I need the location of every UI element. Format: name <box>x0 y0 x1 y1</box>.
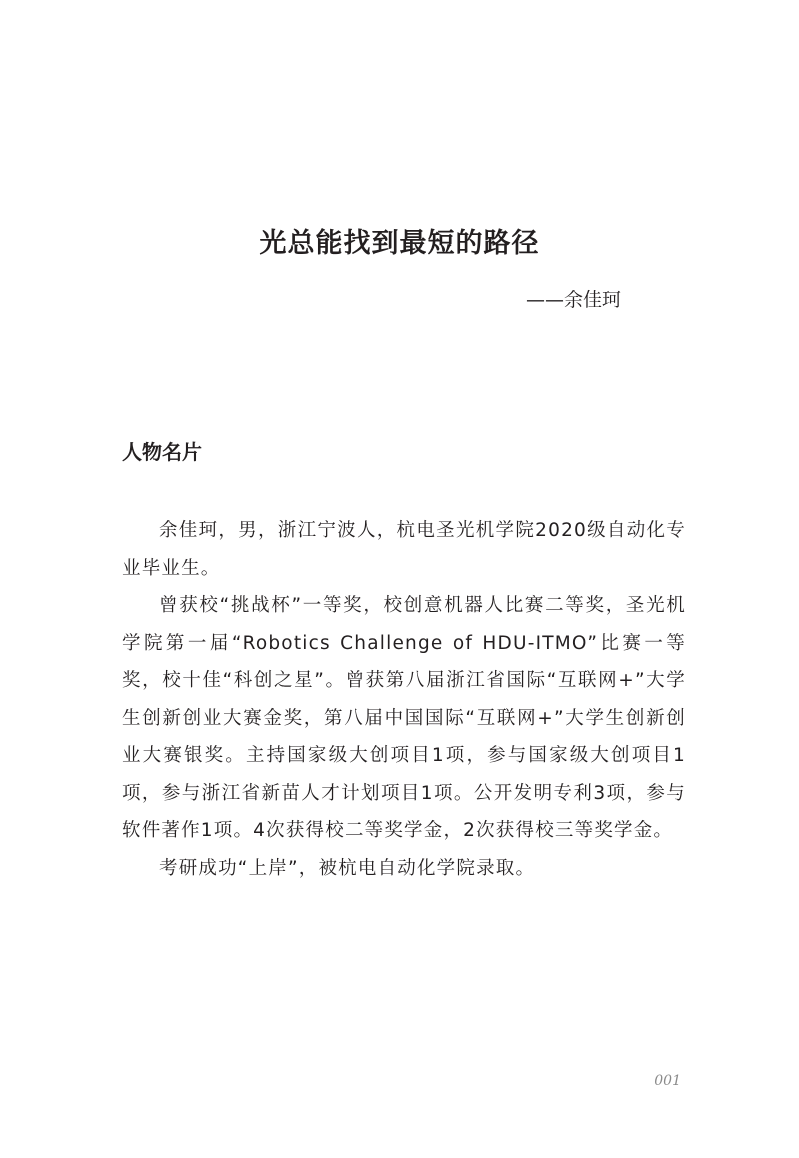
page-title: 光总能找到最短的路径 <box>259 228 540 259</box>
author-byline: ——余佳珂 <box>525 289 621 311</box>
section-heading: 人物名片 <box>122 440 202 464</box>
paragraph-2: 曾获校“挑战杯”一等奖，校创意机器人比赛二等奖，圣光机学院第一届“Robotics Challenge of HDU-ITMO”比赛一等奖，校十佳“科创之星”。曾获第八届浙江省国际“互联网+”大学生创新创业大赛金奖，第八届中国国际“互联网+”大学生创新创业大赛银奖。主持国家级大创项目1项，参与国家级大创项目1项，参与浙江省新苗人才计划项目1项。公开发明专利3项，参与软件著作1项。4次获得校二等奖学金，2次获得校三等奖学金。 <box>122 595 686 841</box>
paragraph-3: 考研成功“上岸”，被杭电自动化学院录取。 <box>159 857 536 879</box>
page-number: 001 <box>654 1073 681 1089</box>
profile-body <box>122 512 686 887</box>
paragraph-1: 余佳珂，男，浙江宁波人，杭电圣光机学院2020级自动化专业毕业生。 <box>122 520 686 579</box>
